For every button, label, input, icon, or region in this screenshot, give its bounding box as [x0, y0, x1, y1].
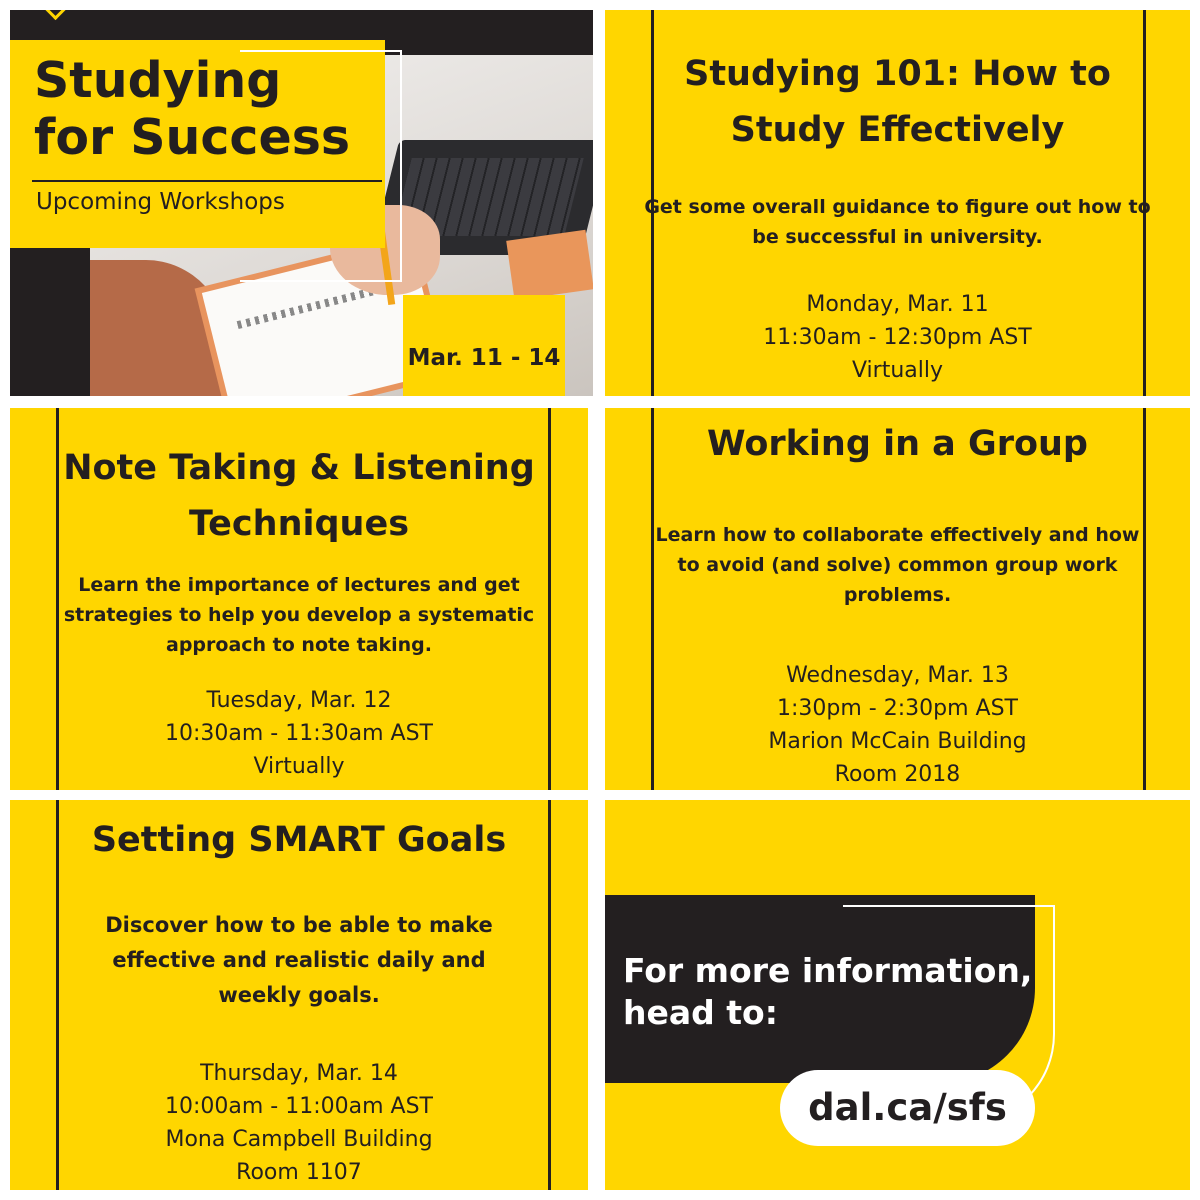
more-info-line-2: head to: [623, 993, 778, 1032]
workshop-description [635, 192, 1160, 252]
workshop-description-line: effective and realistic daily and [112, 948, 486, 972]
more-info-line-1: For more information, [623, 951, 1033, 990]
hero-date-box [403, 295, 565, 396]
workshop-location: Mona Campbell Building [165, 1127, 433, 1152]
workshop-description [645, 520, 1150, 610]
workshop-description-line: Learn the importance of lectures and get [78, 574, 520, 596]
workshop-title [605, 416, 1190, 472]
photo-book [506, 230, 593, 301]
workshop-description-line: strategies to help you develop a systematic [63, 604, 535, 626]
workshop-day: Wednesday, Mar. 13 [786, 663, 1009, 688]
workshop-title-line: Techniques [188, 504, 410, 544]
workshop-title-line: Setting SMART Goals [91, 820, 507, 860]
workshop-time: 10:30am - 11:30am AST [165, 721, 433, 746]
workshop-location-room: Room 1107 [236, 1160, 362, 1185]
workshop-title-line: Study Effectively [730, 110, 1065, 150]
website-link[interactable]: dal.ca/sfs [780, 1070, 1035, 1146]
workshop-title [10, 812, 588, 868]
workshop-panel-studying-101 [605, 10, 1190, 396]
workshop-title-line: Note Taking & Listening [63, 448, 535, 488]
hero-dates: Mar. 11 - 14 [407, 345, 561, 371]
workshop-description-line: approach to note taking. [166, 634, 432, 656]
workshop-title [605, 46, 1190, 158]
workshop-description-line: Discover how to be able to make [105, 913, 493, 937]
workshop-location: Virtually [851, 358, 944, 383]
workshop-title-line: Studying 101: How to [684, 54, 1111, 94]
hero-divider [32, 180, 382, 182]
hero-panel [10, 10, 593, 396]
workshop-panel-smart-goals [10, 800, 588, 1190]
workshop-title-line: Working in a Group [706, 424, 1088, 464]
chevron-down-icon [45, 10, 66, 20]
workshop-description-line: be successful in university. [752, 226, 1043, 248]
workshop-info [10, 1057, 588, 1189]
workshop-description [50, 570, 548, 660]
workshop-time: 11:30am - 12:30pm AST [763, 325, 1032, 350]
workshop-info [605, 659, 1190, 790]
more-info-panel [605, 800, 1190, 1190]
workshop-location: Virtually [253, 754, 345, 779]
workshop-description-line: problems. [843, 584, 952, 606]
hero-subtitle: Upcoming Workshops [36, 189, 285, 215]
workshop-description-line: to avoid (and solve) common group work [677, 554, 1118, 576]
workshop-day: Thursday, Mar. 14 [200, 1061, 398, 1086]
workshop-info [605, 288, 1190, 387]
workshop-description [70, 908, 528, 1013]
workshop-time: 1:30pm - 2:30pm AST [777, 696, 1018, 721]
workshop-panel-group-work [605, 408, 1190, 790]
workshop-time: 10:00am - 11:00am AST [165, 1094, 433, 1119]
hero-title-line-1: Studying [34, 52, 282, 109]
workshop-description-line: Learn how to collaborate effectively and how [655, 524, 1140, 546]
workshop-description-line: weekly goals. [218, 983, 380, 1007]
workshop-panel-note-taking [10, 408, 588, 790]
workshop-location: Marion McCain Building [768, 729, 1027, 754]
hero-title-line-2: for Success [34, 109, 351, 166]
workshop-location-room: Room 2018 [834, 762, 961, 787]
workshop-info [10, 684, 588, 783]
hero-title [34, 52, 350, 166]
workshop-day: Tuesday, Mar. 12 [206, 688, 392, 713]
workshop-description-line: Get some overall guidance to figure out how to [644, 196, 1151, 218]
more-info-text [623, 950, 1032, 1034]
workshop-day: Monday, Mar. 11 [806, 292, 989, 317]
workshop-title [20, 440, 578, 552]
